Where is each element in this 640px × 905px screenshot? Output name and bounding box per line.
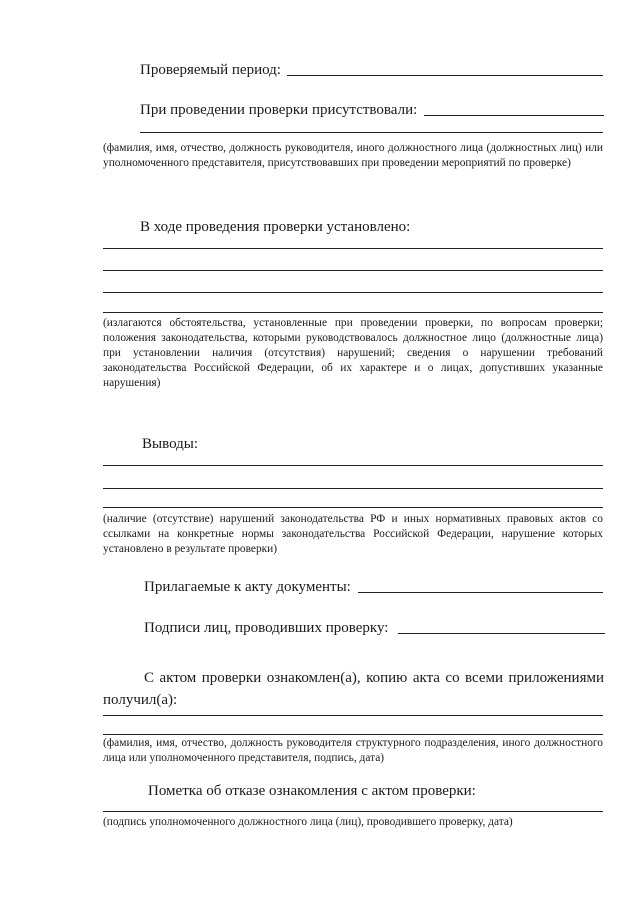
present-label: При проведении проверки присутствовали: (140, 102, 418, 118)
findings-line-1[interactable] (103, 248, 603, 249)
findings-line-3[interactable] (103, 292, 603, 293)
period-field[interactable] (287, 61, 603, 76)
refusal-label: Пометка об отказе ознакомления с актом проверки: (148, 783, 476, 799)
conclusions-line-3[interactable] (103, 507, 603, 508)
findings-line-2[interactable] (103, 270, 603, 271)
attachments-label: Прилагаемые к акту документы: (144, 579, 351, 595)
refusal-line[interactable] (103, 811, 603, 812)
refusal-note: (подпись уполномоченного должностного лица (лиц), проводившего проверку, дата) (103, 816, 513, 828)
attachments-field[interactable] (358, 578, 603, 593)
signatures-field[interactable] (398, 619, 605, 634)
acquainted-line-2[interactable] (103, 734, 603, 735)
conclusions-line-2[interactable] (103, 488, 603, 489)
acquainted-line-1[interactable] (103, 715, 603, 716)
acquainted-note: (фамилия, имя, отчество, должность руководителя структурного подразделения, иного должностного лица или уполномоченного представителя, подпись, дата) (103, 737, 603, 764)
present-note: (фамилия, имя, отчество, должность руководителя, иного должностного лица (должностных лиц) или уполномоченного представителя, присутствовавших при проведении мероприятий по проверке) (103, 142, 603, 169)
conclusions-line-1[interactable] (103, 465, 603, 466)
signatures-label: Подписи лиц, проводивших проверку: (144, 620, 389, 636)
acquainted-text-line1: С актом проверки ознакомлен(а), копию акта со всеми приложениями (144, 670, 604, 686)
findings-label: В ходе проведения проверки установлено: (140, 219, 411, 235)
conclusions-label: Выводы: (142, 436, 199, 452)
present-field[interactable] (424, 101, 604, 116)
present-field-line[interactable] (140, 132, 603, 133)
findings-note: (излагаются обстоятельства, установленные при проведении проверки, по вопросам проверки; положения законодательства, которыми руководствовалось должностное лицо (должностные лица) при установлении наличия (отсутствия) нарушений; сведения о нарушении требований законодательства Российской Федерации, об их характере и о лицах, допустивших указанные нарушения) (103, 317, 603, 389)
findings-line-4[interactable] (103, 312, 603, 313)
conclusions-note: (наличие (отсутствие) нарушений законодательства РФ и иных нормативных правовых актов со ссылками на конкретные нормы законодательства Российской Федерации, нарушение которых установлено в результате проверки) (103, 513, 603, 555)
period-label: Проверяемый период: (140, 62, 281, 78)
acquainted-text-line2: получил(а): (103, 692, 178, 708)
